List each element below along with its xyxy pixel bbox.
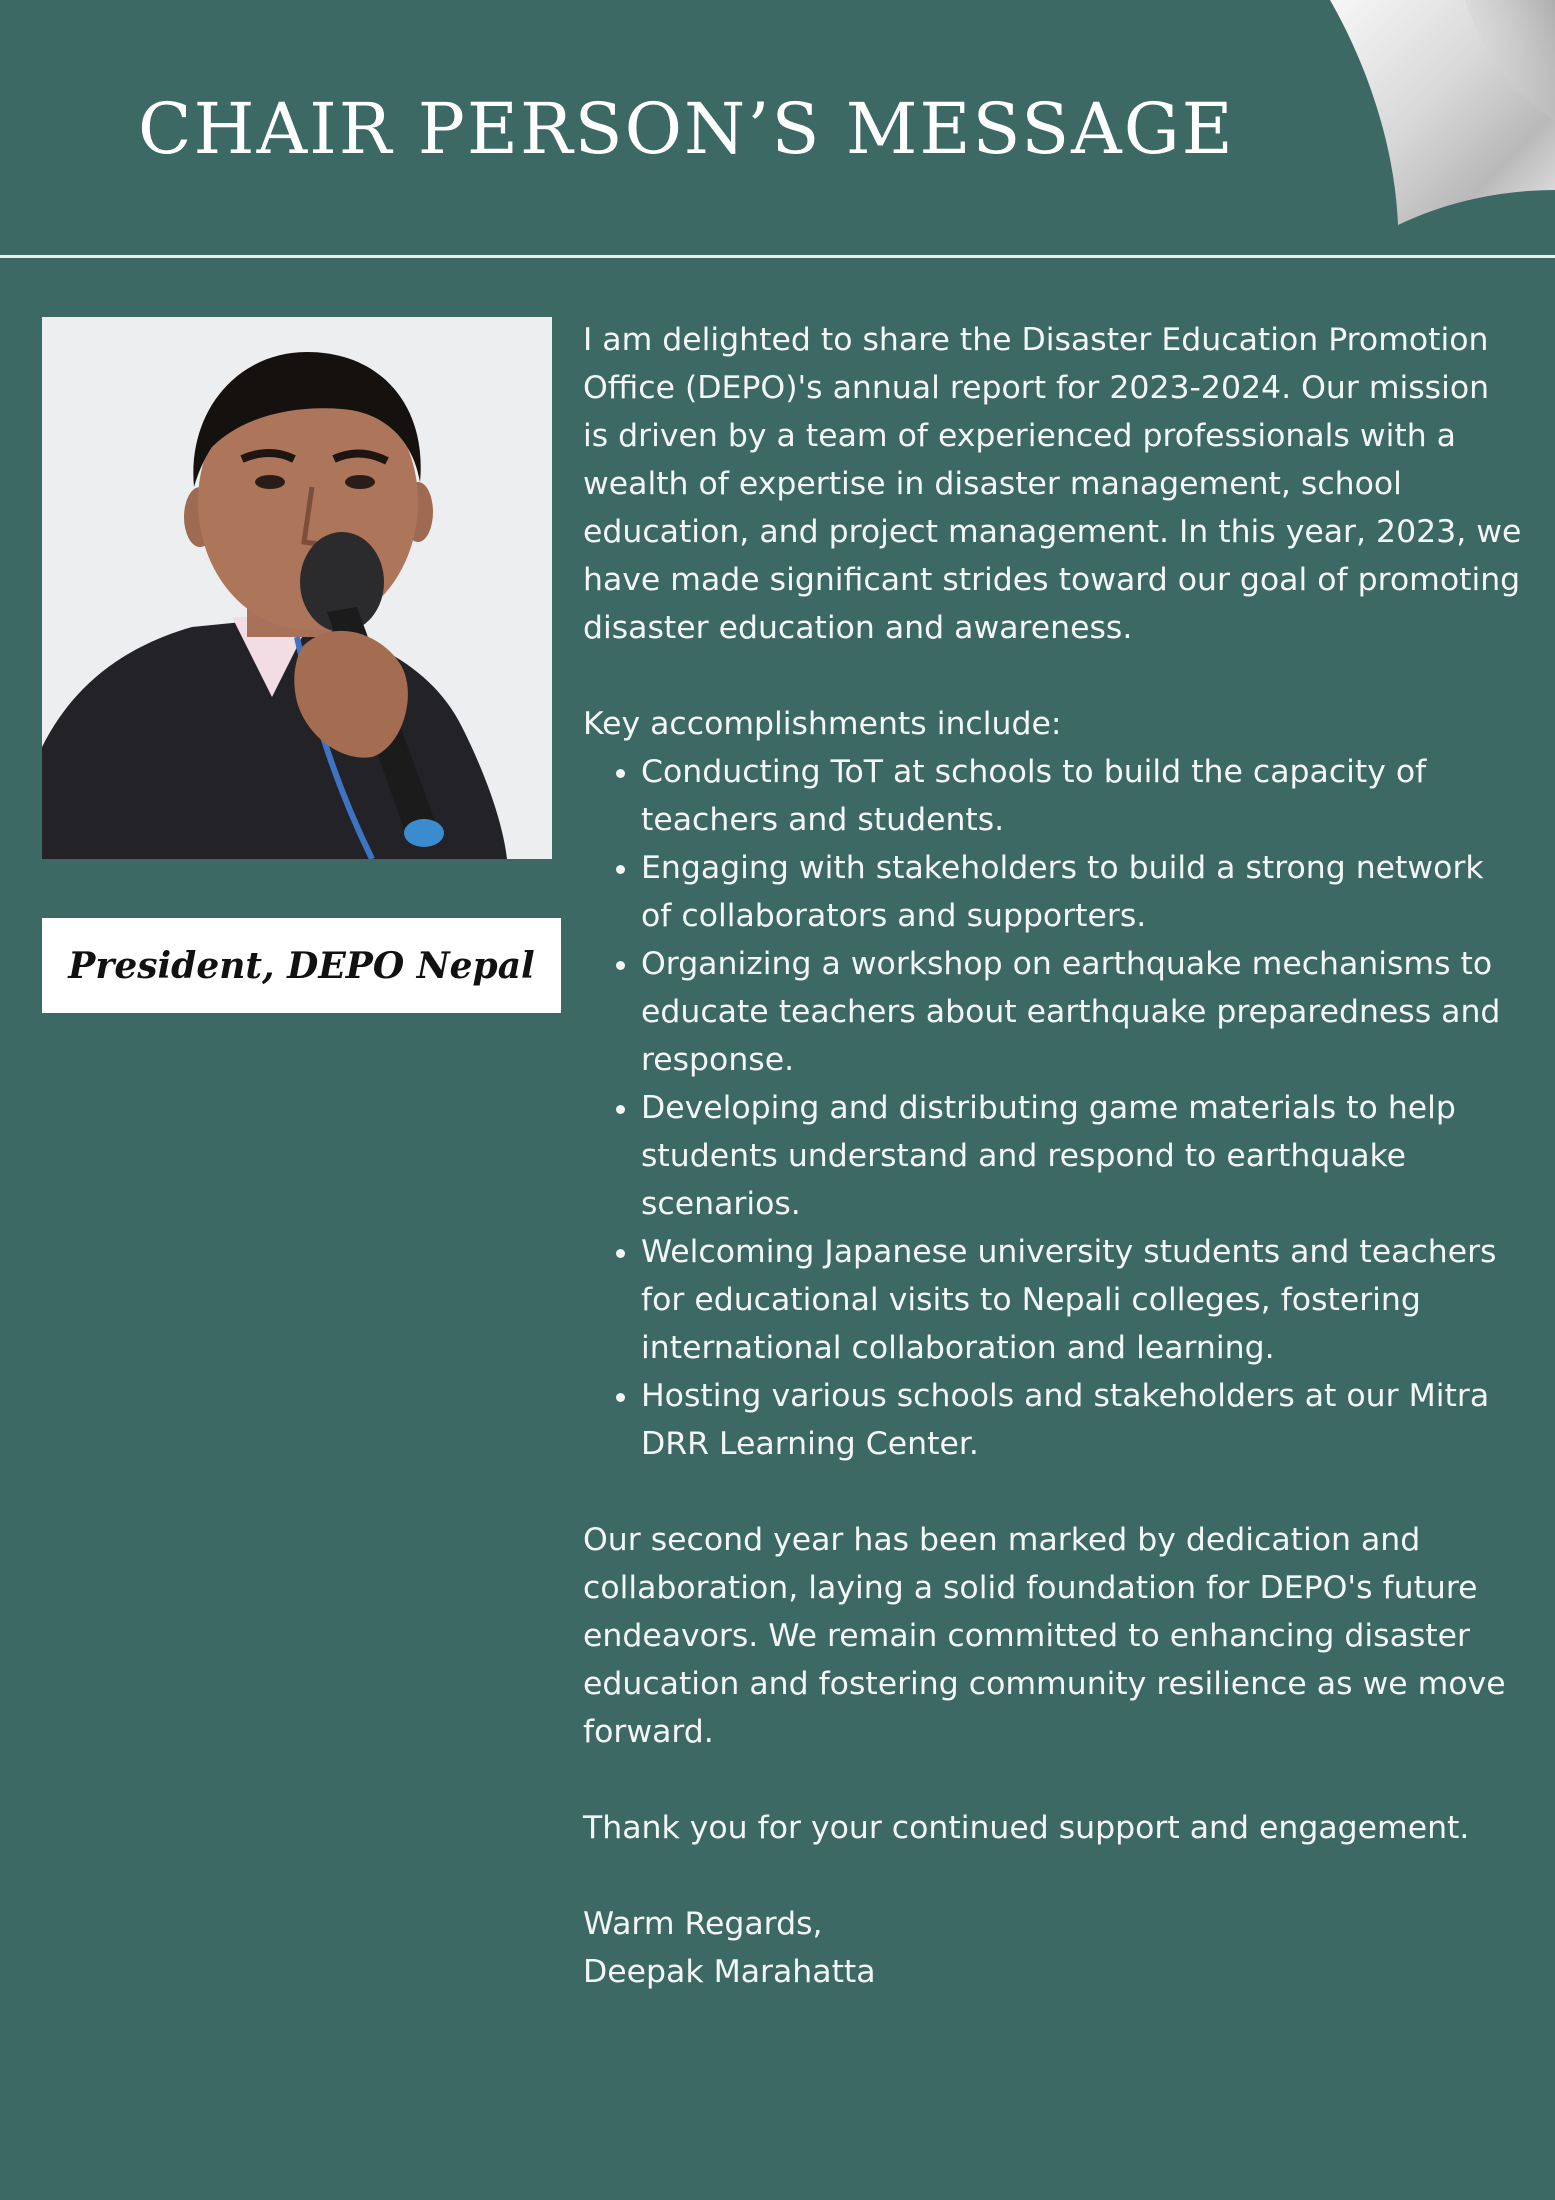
list-item: • Hosting various schools and stakeholders at our Mitra DRR Learning Center. [641, 1372, 1523, 1468]
page-curl-decoration [1325, 0, 1555, 230]
list-item: • Conducting ToT at schools to build the capacity of teachers and students. [641, 748, 1523, 844]
intro-paragraph: I am delighted to share the Disaster Education Promotion Office (DEPO)'s annual report for 2023-2024. Our mission is driven by a team of experienced professionals with a wealth of expertise in disaster management, school education, and project management. In this year, 2023, we have made significant strides toward our goal of promoting disaster education and awareness. [583, 322, 1522, 646]
message-body [583, 316, 1523, 1996]
header-divider [0, 255, 1555, 258]
list-item: • Welcoming Japanese university students and teachers for educational visits to Nepali colleges, fostering international collaboration and learning. [641, 1228, 1523, 1372]
role-label: President, DEPO Nepal [68, 944, 535, 987]
list-item: • Developing and distributing game materials to help students understand and respond to earthquake scenarios. [641, 1084, 1523, 1228]
role-label-box [42, 918, 561, 1013]
signature-name: Deepak Marahatta [583, 1954, 876, 1990]
accomplishments-list [583, 748, 1523, 1468]
list-item: • Organizing a workshop on earthquake mechanisms to educate teachers about earthquake preparedness and response. [641, 940, 1523, 1084]
page-title: CHAIR PERSON’S MESSAGE [138, 88, 1235, 170]
chairperson-photo [42, 317, 552, 859]
closing-paragraph: Our second year has been marked by dedication and collaboration, laying a solid foundation for DEPO's future endeavors. We remain committed to enhancing disaster education and fostering community resilience as we move forward. [583, 1522, 1506, 1750]
signoff-line: Warm Regards, [583, 1906, 823, 1942]
accomplishments-heading: Key accomplishments include: [583, 706, 1062, 742]
list-item: • Engaging with stakeholders to build a strong network of collaborators and supporters. [641, 844, 1523, 940]
thanks-line: Thank you for your continued support and engagement. [583, 1810, 1470, 1846]
